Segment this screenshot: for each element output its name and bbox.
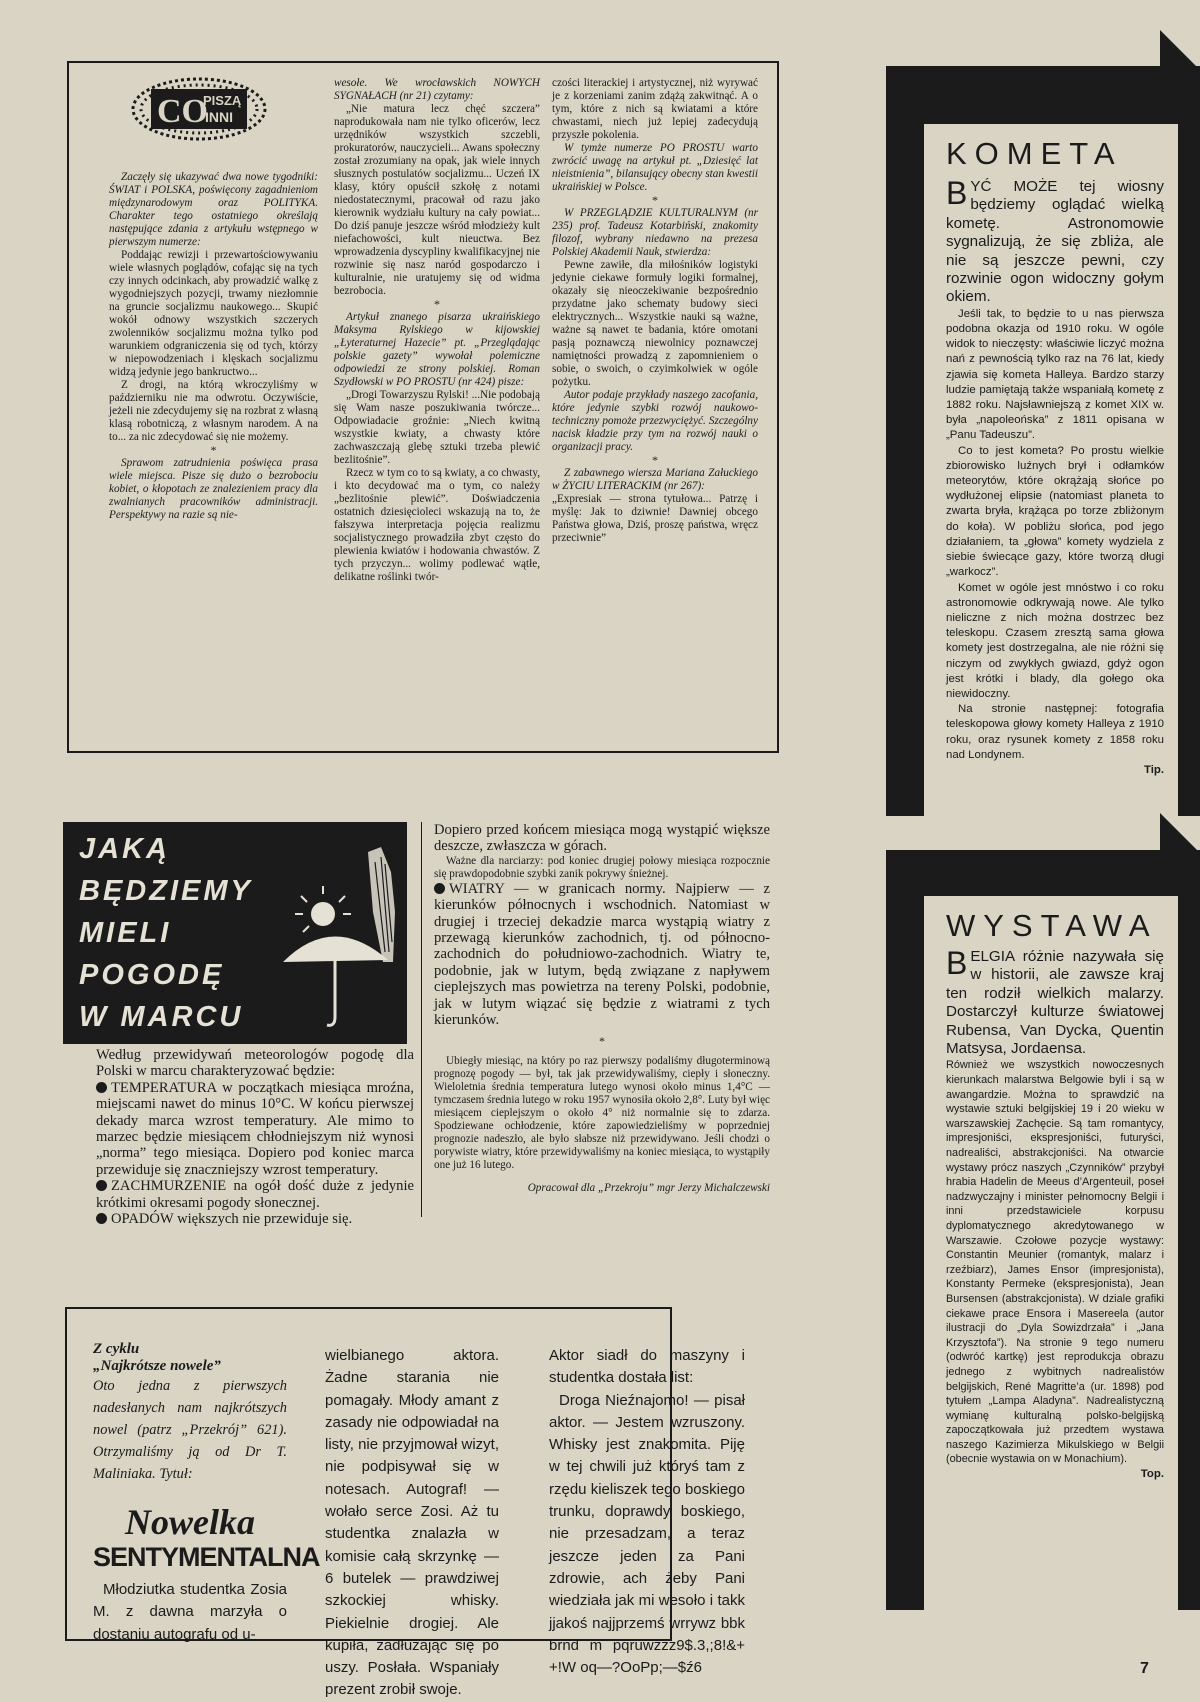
- cycle-name: „Najkrótsze nowele”: [93, 1358, 221, 1374]
- co-pisza-col-1: [109, 171, 318, 522]
- wystawa-lead: ELGIA różnie nazywała się w historii, ale zawsze kraj ten rodził wielkich malarzy. Dostarczył kulturze światowej Rubensa, Van Dycka, Quentin Matsysa, Jordaensa.: [946, 948, 1164, 1058]
- paragraph: Co to jest kometa? Po prostu wielkie zbiorowisko luźnych brył i odłamków meteorytów, które okrążają słońce po wydłużonej elipsie (natomiast planeta to zwarta bryła, krążąca po torze zbliżonym do koła). W pobliżu słońca, pod jego działaniem, ta „głowa” komety wydziela z siebie świecące gazy, które tworzą długi „warkocz”.: [946, 444, 1164, 579]
- title-script: Nowelka: [125, 1502, 255, 1542]
- credit: Opracował dla „Przekroju” mgr Jerzy Michalczewski: [527, 1182, 770, 1195]
- separator-star: *: [652, 193, 658, 207]
- skiers-note: Ważne dla narciarzy: pod koniec drugiej połowy miesiąca rozpocznie się prawdopodobnie szybki zanik pokrywy śnieżnej.: [434, 854, 770, 880]
- paragraph: Sprawom zatrudnienia poświęca prasa wiele miejsca. Pisze się dużo o bezrobociu kobiet, o kłopotach ze znalezieniem pracy dla zwalnianych pracowników administracji. Perspektywy na razie są nie-: [109, 457, 318, 521]
- co-pisza-inni-box: [67, 61, 779, 753]
- bullet-text: OPADÓW większych nie przewiduje się.: [111, 1211, 353, 1228]
- bullet-icon: [96, 1213, 107, 1224]
- co-pisza-col-3: [552, 77, 758, 545]
- nowelka-intro: [93, 1341, 320, 1646]
- paragraph: Aktor siadł do maszyny i studentka dostała list:: [549, 1347, 745, 1387]
- svg-text:PISZĄ: PISZĄ: [203, 93, 242, 108]
- headline-line: BĘDZIEMY: [79, 875, 253, 907]
- wystawa-title: WYSTAWA: [946, 908, 1158, 943]
- paragraph: Z drogi, na którą wkroczyliśmy w październiku nie ma odwrotu. Oczywiście, jeżeli nie zdecydujemy się na rozbrat z własną klasą robotniczą, z własnym narodem. A na to... za nic zdecydować się nie możemy.: [109, 379, 318, 443]
- nowelka-col-2: [325, 1345, 499, 1702]
- paragraph: Komet w ogóle jest mnóstwo i co roku astronomowie odkrywają nowe. Ale tylko nieliczne z nich można dostrzec bez teleskopu. Czasem zresztą sama głowa komety jest dostrzegalna, ale nie różni się niczym od zwykłych gwiazd, gdyż ogon jest krótki i blady, dla gołego oka niewidoczny.: [946, 581, 1164, 700]
- co-pisza-col-2: [334, 77, 540, 584]
- separator-star: *: [434, 297, 440, 311]
- headline-line: JAKĄ: [79, 833, 170, 865]
- signature: Top.: [1140, 1468, 1164, 1481]
- separator-star: *: [210, 443, 217, 457]
- intro-text: Oto jedna z pierwszych nadesłanych nam najkrótszych nowel (patrz „Przekrój” 621). Otrzymaliśmy ją od Dr T. Maliniaka. Tytuł:: [93, 1378, 287, 1482]
- svg-text:INNI: INNI: [205, 109, 233, 125]
- co-pisza-inni-logo: [129, 77, 269, 141]
- paragraph: Artykuł znanego pisarza ukraińskiego Maksyma Rylskiego w kijowskiej „Łyteraturnej Hazecie” pt. „Przeglądając polskie gazety” wywołał polemiczne odpowiedzi ze strony polskiej. Roman Szydłowski w PO PROSTU (nr 424) pisze:: [334, 311, 540, 388]
- svg-text:CO: CO: [157, 93, 208, 130]
- paragraph: Z zabawnego wiersza Mariana Załuckiego w ŻYCIU LITERACKIM (nr 267):: [552, 467, 758, 492]
- paragraph: „Drogi Towarzyszu Rylski! ...Nie podobają się Wam nasze poszukiwania twórcze... Odpowiadacie groźnie: „Niech kwitną wszystkie kwiaty, a chwasty które zachwaszczają glebę sztuki trzeba plewić bezlitośnie”.: [334, 389, 540, 466]
- paragraph: Droga Nieźnajomo! — pisał aktor. — Jestem wzruszony. Whisky jest znakomita. Piję w tej chwili już któryś tam z rzędu kieliszek tego boskiego trunku, doprawdy boskiego, nie przesadzam, a teraz jeszcze jeden za Pani zdrowie, ach żeby Pani wiedziała jak mi wesoło i takk jjakoś najjprzemś wrrywz bbk brnd m pqruwzzz9$.3,;8!&+ +!W oq—?OoPp;—$ź6: [549, 1391, 745, 1677]
- paragraph: Rzecz w tym co to są kwiaty, a co chwasty, i kto decydować ma o tym, co należy „bezlitośnie plewić”. Doświadczenia ostatnich dziesięcioleci wskazują na to, że fałszywa interpretacja pojęcia realizmu socjalistycznego prowadziła zbyt często do plewienia kwiatów i hodowania chwastów. Z tych przyczyn... wolimy podlewać wątłe, delikatne roślinki twór-: [334, 467, 540, 583]
- signature: Tip.: [1143, 763, 1164, 776]
- nowelka-box: [65, 1307, 745, 1699]
- page-number: 7: [1140, 1660, 1149, 1677]
- paragraph: czości literackiej i artystycznej, niż wyrywać je z korzeniami zanim zdążą zakwitnąć. A o tym, które z nich są kwiatami a które chwastami, niech już lepiej zadecydują przyszłe pokolenia.: [552, 77, 758, 141]
- cycle-label: Z cyklu: [93, 1341, 140, 1357]
- pogoda-divider: [421, 822, 422, 1217]
- arrow-icon: [1160, 813, 1200, 898]
- headline-line: MIELI: [79, 917, 172, 949]
- paragraph: Młodziutka studentka Zosia M. z dawna marzyła o dostaniu autografu od u-: [93, 1581, 287, 1643]
- bullet-icon: [96, 1082, 107, 1093]
- paragraph: Według przewidywań meteorologów pogodę dla Polski w marcu charakteryzować będzie:: [96, 1047, 414, 1080]
- kometa-lead: YĆ MOŻE tej wiosny będziemy oglądać wielką kometę. Astronomowie sygnalizują, że się zbliża, ale nie są jeszcze pewni, czy rozwinie ogon widoczny gołym okiem.: [946, 178, 1164, 306]
- bullet-icon: [96, 1180, 107, 1191]
- pogoda-col-right: [434, 822, 770, 1207]
- bullet-text: ZACHMURZENIE na ogół dość duże z jedynie krótkimi okresami pogody słonecznej.: [96, 1178, 414, 1211]
- bullet-text: TEMPERATURA w początkach miesiąca mroźna, miejscami nawet do minus 10°C. W końcu pierwszej dekady marca wzrost temperatury. Ale mimo to marzec będzie miesiącem chłodniejszym niż wynosi „norma” tego miesiąca. Dopiero pod koniec marca przewiduje się znaczniejszy wzrost temperatury.: [96, 1079, 414, 1178]
- poem: „Expresiak — strona tytułowa... Patrzę i myślę: Jak to dziwnie! Dawniej obcego Państwa głowa, Dziś, proszę państwa, wręcz przeciwnie”: [552, 493, 758, 544]
- umbrella-sun-illustration: [273, 842, 403, 1044]
- paragraph: Poddając rewizji i przewartościowywaniu wiele własnych poglądów, cofając się na tych czy innych odcinkach, aby prowadzić walkę z wygodniejszych pozycji, trwamy niezłomnie na gruncie socjalizmu naukowego... Skupić wokół odnowy wszystkich szczerych zwolenników socjalizmu można tylko pod warunkiem odgraniczenia się od tych, którzy w niepowodzeniach i klęskach socjalizmu widzą jedynie jego bankructwo...: [109, 249, 318, 378]
- bullet-icon: [434, 883, 445, 894]
- bullet-text: WIATRY — w granicach normy. Najpierw — z kierunków północnych i wschodnich. Natomiast w drugiej i trzeciej dekadzie marca wystąpią wiatry z przewagą kierunków zachodnich, tj. od północno-zachodnich do południowo-zachodnich. Wiatry te, podobnie, jak w lutym, będą związane z napływem cieplejszych mas powietrza na tereny Polski, podobnie, jak w lutym wiązać się będzie z wiatrami z tych kierunków.: [434, 880, 770, 1029]
- paragraph: „Nie matura lecz chęć szczera” naprodukowała nam nie tylko oficerów, lecz urzędników wszystkich szczebli, prokuratorów, nauczycieli... Awans społeczny został zrozumiany na opak, jak wiele innych słusznych postulatów socjalizmu... Uczeń IX klasy, który opuścił szkołę z notami niedostatecznymi, pracował od razu jako kierownik wydziału kultury na cały powiat... Do dziś panuje jeszcze wśród młodzieży kult niefachowości, kult nieuctwa. Bez wprowadzenia dyscypliny kwalifikacyjnej nie rozwinie się nasz naród gospodarczo i kulturalnie, nie uratujemy się od widma bezrobocia.: [334, 103, 540, 297]
- paragraph: Również we wszystkich nowoczesnych kierunkach malarstwa Belgowie byli i są w awangardzie. Można to sprawdzić na wystawie sztuki belgijskiej 19 i 20 wieku w warszawskiej Zachęcie. Są tam romantycy, impresjoniści, ekspresjoniści, futuryści, nadrealiści, abstrakcjoniści. Na otwarcie wystawy prócz naszych „Czynników” przybył hrabia Hadelin de Meeus d’Argenteuil, poseł nadzwyczajny i minister pełnomocny Belgii i inni przedstawiciele korpusu dyplomatycznego akredytowanego w Warszawie. Czołowe pozycje wystawy: Constantin Meunier (romantyk, malarz i rzeźbiarz), James Ensor (impresjonista), Konstanty Permeke (ekspresjonista), Jean Bursensen (abstrakcjonista). W dziale grafiki ciekawe prace Ensora i Masereela (autor ilustracji do „Dyla Sowizdrzała” i „Jana Krzysztofa”). Na stronie 9 tego numeru (odwróć kartkę) jest reprodukcja obrazu jednego z wybitnych nadrealistów belgijskich, René Magritte’a (ur. 1898) pod tytułem „Lampa Aladyna”. Nadrealistyczną wymianę kulturalną polsko-belgijską zapoczątkowała już przedtem wystawa naszego Kazimierza Mikulskiego w Belgii (obecnie wystawia on w Monachium).: [946, 1059, 1164, 1466]
- title-caps: SENTYMENTALNA: [93, 1542, 320, 1572]
- pogoda-col-left: [96, 1047, 414, 1227]
- paragraph: Jeśli tak, to będzie to u nas pierwsza podobna okazja od 1910 roku. W ogóle widok to nieczęsty: właściwie liczyć można nań z pewnością tylko raz na 76 lat, kiedy zjawia się kometa Halleya. Bardzo starzy ludzie pamiętają także wspaniałą kometę z 1882 roku. Najsławniejszą z komet XIX w. była „napoleońska” z 1811 opisana w „Panu Tadeuszu”.: [946, 307, 1164, 442]
- paragraph: Dopiero przed końcem miesiąca mogą wystąpić większe deszcze, zwłaszcza w górach.: [434, 822, 770, 855]
- paragraph: Autor podaje przykłady naszego zacofania, które jedynie szybki rozwój naukowo-techniczny pomoże przezwyciężyć. Szczególny nacisk kładzie przy tym na rozwój nauki o organizacji pracy.: [552, 389, 758, 453]
- headline-line: W MARCU: [79, 1001, 244, 1033]
- separator-star: *: [652, 453, 658, 467]
- drop-cap: B: [946, 945, 968, 981]
- nowelka-col-3: [549, 1345, 745, 1679]
- paragraph: wielbianego aktora. Żadne starania nie pomagały. Młody amant z zasady nie odpowiadał na listy, nie przyjmował wizyt, nie podpisywał się w notesach. Autograf! — wołało serce Zosi. Aż tu studentka znalazła w komisie całą skrzynkę — 6 butelek — prawdziwej szkockiej whisky. Piekielnie drogiej. Ale kupiła, zadłużając się po uszy. Posłała. Wspaniały prezent zrobił swoje.: [325, 1347, 499, 1699]
- paragraph: W PRZEGLĄDZIE KULTURALNYM (nr 235) prof. Tadeusz Kotarbiński, znakomity filozof, wybrany niedawno na prezesa Polskiej Akademii Nauk, stwierdza:: [552, 207, 758, 258]
- paragraph: W tymże numerze PO PROSTU warto zwrócić uwagę na artykuł pt. „Dziesięć lat nieistnienia”, bilansujący obecny stan kwestii ukraińskiej w Polsce.: [552, 142, 758, 193]
- arrow-icon: [1160, 30, 1200, 115]
- separator-star: *: [599, 1034, 605, 1049]
- kometa-title: KOMETA: [946, 136, 1123, 171]
- pogoda-banner: [63, 822, 407, 1044]
- february-review: Ubiegły miesiąc, na który po raz pierwszy podaliśmy długoterminową prognozę pogody — był, tak jak przewidywaliśmy, ciepły i słoneczny. Wieloletnia średnia temperatura lutego wynosi około minus 1,4°C — tymczasem średnia lutego w roku 1957 wynosiła około 2,8°. Luty był więc miesiącem cieplejszym o około 4° niż normalnie się to zdarza. Spodziewane ochłodzenie, które zapowiedzieliśmy w poprzedniej prognozie nadeszło, ale było słabsze niż przewidywano. Jeśli chodzi o porywiste wiatry, które przewidywaliśmy na koniec miesiąca, to wystąpiły one już 16 lutego.: [434, 1055, 770, 1172]
- paragraph: wesołe. We wrocławskich NOWYCH SYGNAŁACH (nr 21) czytamy:: [334, 77, 540, 102]
- paragraph: Zaczęły się ukazywać dwa nowe tygodniki: ŚWIAT i POLSKA, poświęcony zagadnieniom międzynarodowym oraz POLITYKA. Charakter tego ostatniego określają następujące zdania z artykułu wstępnego w pierwszym numerze:: [109, 171, 318, 248]
- kometa-panel: [924, 124, 1178, 816]
- headline-line: POGODĘ: [79, 959, 225, 991]
- paragraph: Na stronie następnej: fotografia teleskopowa głowy komety Halleya z 1910 roku, oraz rysunek komety z 1858 roku nad Londynem.: [946, 703, 1164, 761]
- wystawa-panel: [924, 896, 1178, 1610]
- drop-cap: B: [946, 175, 968, 211]
- paragraph: Pewne zawiłe, dla miłośników logistyki jedynie ciekawe formuły logiki formalnej, okazały się nieoczekiwanie bezpośrednio przydatne jako schematy budowy sieci elektrycznych... Wszystkie nauki są ważne, ważne są nawet te badania, które omotani pasją poznawczą niewolnicy poznawczej namiętności prowadzą z zapomnieniem o sobie, o swoich, o czyimkolwiek w ogóle pożytku.: [552, 259, 758, 388]
